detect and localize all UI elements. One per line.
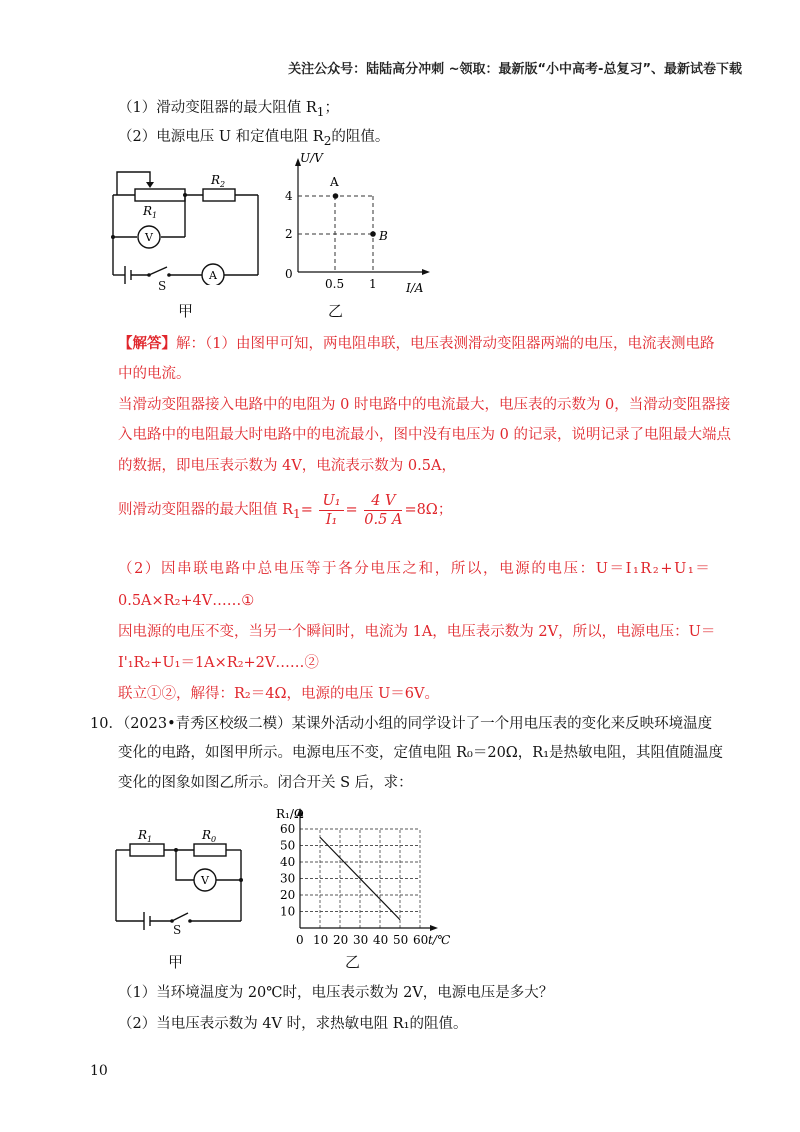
q9-ytick-0: 0 <box>285 267 293 281</box>
answer-line-6-text: 则滑动变阻器的最大阻值 R <box>118 502 294 518</box>
q10-ytick-30: 30 <box>280 871 296 886</box>
q9-ytick-4: 4 <box>285 189 293 203</box>
q9-sub1-sub: 1 <box>316 104 325 119</box>
frac1-num: U₁ <box>319 492 343 511</box>
q9-r1-label: $R_1$ <box>143 204 158 220</box>
q10-xtick-60: 60 <box>413 933 429 947</box>
frac2-den: 0.5 A <box>364 511 403 528</box>
q9-point-b <box>370 231 376 237</box>
q10-line-2: 变化的电路，如图甲所示。电源电压不变，定值电阻 R₀＝20Ω，R₁是热敏电阻，其阻值随温度 <box>118 745 724 761</box>
q10-switch-label: S <box>173 923 182 937</box>
q10-ytick-10: 10 <box>280 904 296 919</box>
q10-line-3: 变化的图象如图乙所示。闭合开关 S 后，求： <box>118 775 413 791</box>
q9-point-a <box>333 193 339 199</box>
q9-r2-label: $R_2$ <box>211 173 226 189</box>
answer-line-6 <box>118 490 452 534</box>
answer-line-5: 的数据，即电压表示数为 4V，电流表示数为 0.5A， <box>118 458 456 474</box>
q9-graph-xlabel: I/A <box>406 281 424 295</box>
answer-eq: = <box>300 502 313 518</box>
q10-xtick-10: 10 <box>313 933 329 947</box>
q10-circuit-diagram <box>108 818 258 936</box>
answer-eq-2: = <box>345 502 358 518</box>
frac1-den: I₁ <box>325 511 338 528</box>
q10-r0-label: $R_0$ <box>202 828 217 844</box>
q10-xtick-30: 30 <box>353 933 369 947</box>
q9-switch-label: S <box>158 279 167 293</box>
answer-line-10: I'₁R₂+U₁＝1A×R₂+2V……② <box>118 655 319 671</box>
fraction-4v-05a <box>364 492 402 529</box>
q10-ytick-40: 40 <box>280 855 296 869</box>
q9-graph-points <box>333 193 376 237</box>
q9-point-b-label: B <box>379 229 388 243</box>
page-header: 关注公众号：陆陆高分冲刺 ~领取：最新版“小中高考-总复习”、最新试卷下载 <box>288 62 742 77</box>
q10-xtick-40: 40 <box>373 933 389 947</box>
answer-line-3: 当滑动变阻器接入电路中的电阻为 0 时电路中的电流最大，电压表的示数为 0，当滑动变阻器接 <box>118 397 731 413</box>
answer-line-11: 联立①②，解得：R₂＝4Ω，电源的电压 U＝6V。 <box>118 686 440 702</box>
answer-line-7: （2）因串联电路中总电压等于各分电压之和，所以，电源的电压：U＝I₁R₂+U₁＝ <box>118 561 712 577</box>
q10-r1-label: $R_1$ <box>138 828 153 844</box>
q10-ytick-20: 20 <box>280 888 296 902</box>
q10-voltmeter-label: V <box>201 874 209 887</box>
q10-graph-ylabel: R₁/Ω <box>276 807 304 821</box>
q10-xtick-20: 20 <box>333 933 349 947</box>
fraction-u1-i1 <box>319 492 343 529</box>
q10-line-1: 10．（2023•青秀区校级二模）某课外活动小组的同学设计了一个用电压表的变化来反映环境温度 <box>90 716 713 732</box>
q9-ui-graph <box>280 150 440 300</box>
q10-xtick-50: 50 <box>393 933 409 947</box>
q10-sub2: （2）当电压表示数为 4V 时，求热敏电阻 R₁的阻值。 <box>118 1016 468 1032</box>
q9-sub1 <box>118 98 339 122</box>
q9-sub1-text: （1）滑动变阻器的最大阻值 R <box>118 100 317 116</box>
q10-circuit-caption: 甲 <box>168 953 184 971</box>
q9-sub1-end: ； <box>324 100 339 116</box>
q10-graph-xlabel: t/℃ <box>428 933 451 947</box>
q9-sub2 <box>118 127 389 151</box>
q9-graph-caption: 乙 <box>328 302 344 320</box>
q9-xtick-05: 0.5 <box>325 277 345 291</box>
q9-circuit-diagram <box>105 160 265 285</box>
q10-ytick-50: 50 <box>280 838 296 853</box>
q9-sub2-sub: 2 <box>323 133 332 148</box>
q9-sub2-text: （2）电源电压 U 和定值电阻 R <box>118 129 324 145</box>
q9-point-a-label: A <box>330 175 339 189</box>
answer-line-2: 中的电流。 <box>118 366 191 382</box>
answer-tag: 【解答】 <box>118 335 176 352</box>
q9-ammeter-label: A <box>209 269 217 282</box>
answer-line-8: 0.5A×R₂+4V……① <box>118 593 255 609</box>
answer-line-6-sub: 1 <box>293 506 301 521</box>
q10-sub1: （1）当环境温度为 20℃时，电压表示数为 2V，电源电压是多大？ <box>118 985 554 1001</box>
q9-ytick-2: 2 <box>285 227 293 241</box>
q10-ytick-60: 60 <box>280 822 296 836</box>
q9-circuit-caption: 甲 <box>178 302 194 320</box>
frac2-num: 4 V <box>364 492 402 511</box>
q9-voltmeter-label: V <box>145 231 153 244</box>
answer-line-1-text: 解：（1）由图甲可知，两电阻串联，电压表测滑动变阻器两端的电压，电流表测电路 <box>176 336 715 352</box>
answer-line-9: 因电源的电压不变，当另一个瞬间时，电流为 1A，电压表示数为 2V，所以，电源电压：U＝ <box>118 624 716 640</box>
q10-graph-caption: 乙 <box>345 953 361 971</box>
q9-xtick-1: 1 <box>369 277 377 291</box>
q9-sub2-end: 的阻值。 <box>331 129 390 145</box>
q10-rt-graph <box>270 800 460 950</box>
answer-line-4: 入电路中的电阻最大时电路中的电流最小，图中没有电压为 0 的记录，说明记录了电阻最大端点 <box>118 427 731 443</box>
page-number: 10 <box>90 1063 108 1079</box>
answer-line-1 <box>118 334 714 354</box>
q9-graph-ylabel: U/V <box>300 151 323 165</box>
answer-line-6-end: =8Ω； <box>404 502 453 518</box>
q10-xtick-0: 0 <box>296 933 304 947</box>
